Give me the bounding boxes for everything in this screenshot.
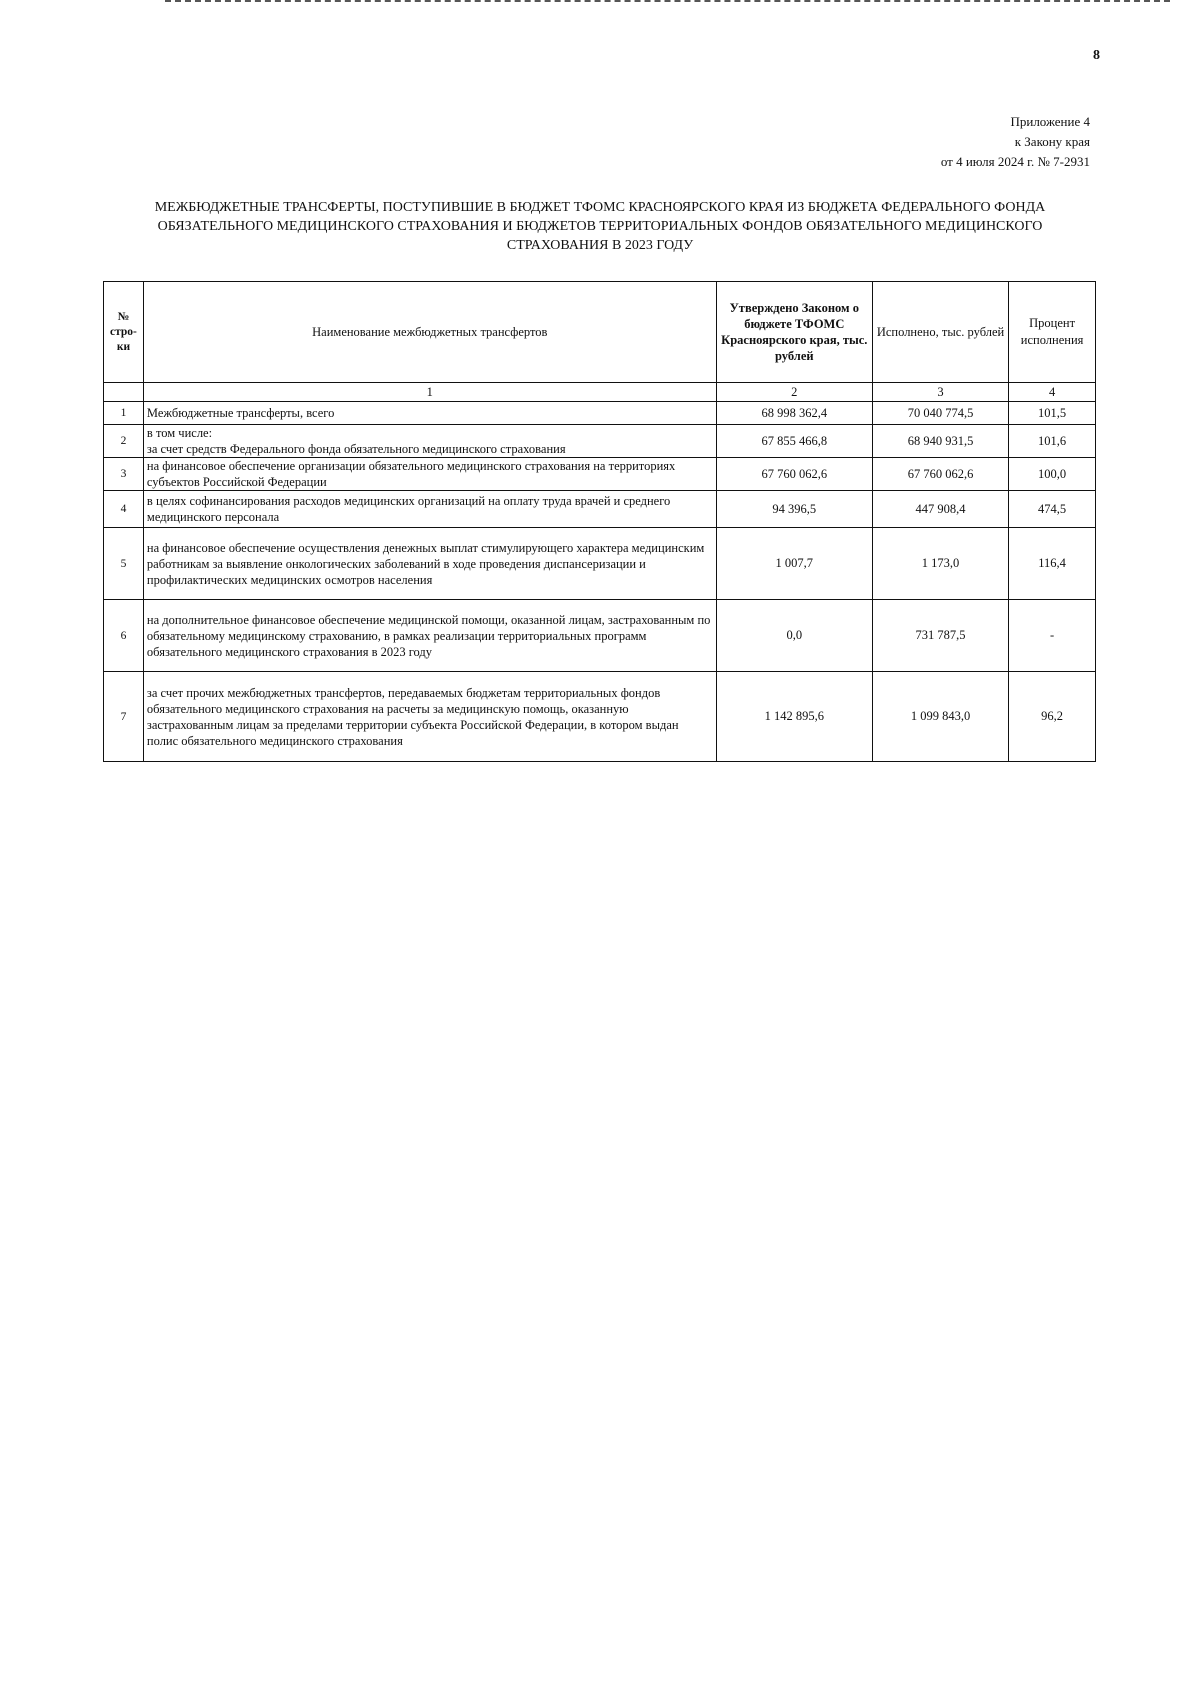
table-row	[104, 491, 1096, 528]
page-number: 8	[1093, 48, 1100, 63]
header-percent: Процент исполнения	[1009, 282, 1096, 383]
row-executed: 731 787,5	[872, 600, 1008, 672]
column-index-row	[104, 383, 1096, 402]
table-row	[104, 672, 1096, 762]
scan-top-border	[165, 0, 1170, 4]
row-name: Межбюджетные трансферты, всего	[143, 402, 716, 425]
row-number: 5	[104, 528, 144, 600]
row-executed: 1 099 843,0	[872, 672, 1008, 762]
header-approved: Утверждено Законом о бюджете ТФОМС Красноярского края, тыс. рублей	[716, 282, 872, 383]
row-percent: -	[1009, 600, 1096, 672]
header-executed: Исполнено, тыс. рублей	[872, 282, 1008, 383]
row-name: на дополнительное финансовое обеспечение медицинской помощи, оказанной лицам, застрахованным по обязательному медицинскому страхованию, в рамках реализации территориальных программ обязательного медицинского страхования в 2023 году	[143, 600, 716, 672]
row-percent: 474,5	[1009, 491, 1096, 528]
row-name: на финансовое обеспечение осуществления денежных выплат стимулирующего характера медицинским работникам за выявление онкологических заболеваний в ходе проведения диспансеризации и профилактических медицинских осмотров населения	[143, 528, 716, 600]
row-number: 2	[104, 425, 144, 458]
appendix-line: Приложение 4	[1010, 114, 1090, 129]
row-percent: 101,5	[1009, 402, 1096, 425]
row-name: в целях софинансирования расходов медицинских организаций на оплату труда врачей и среднего медицинского персонала	[143, 491, 716, 528]
column-index: 4	[1009, 383, 1096, 402]
column-index: 2	[716, 383, 872, 402]
row-approved: 1 007,7	[716, 528, 872, 600]
transfers-table	[103, 281, 1096, 762]
row-number: 3	[104, 458, 144, 491]
row-number: 6	[104, 600, 144, 672]
row-name: на финансовое обеспечение организации обязательного медицинского страхования на территориях субъектов Российской Федерации	[143, 458, 716, 491]
column-index-empty	[104, 383, 144, 402]
row-percent: 100,0	[1009, 458, 1096, 491]
document-title: МЕЖБЮДЖЕТНЫЕ ТРАНСФЕРТЫ, ПОСТУПИВШИЕ В БЮДЖЕТ ТФОМС КРАСНОЯРСКОГО КРАЯ ИЗ БЮДЖЕТА ФЕДЕРАЛЬНОГО ФОНДА ОБЯЗАТЕЛЬНОГО МЕДИЦИНСКОГО СТРАХОВАНИЯ И БЮДЖЕТОВ ТЕРРИТОРИАЛЬНЫХ ФОНДОВ ОБЯЗАТЕЛЬНОГО МЕДИЦИНСКОГО СТРАХОВАНИЯ В 2023 ГОДУ	[154, 200, 1046, 253]
appendix-line: к Закону края	[1014, 134, 1090, 149]
row-executed: 1 173,0	[872, 528, 1008, 600]
row-name-prefix: в том числе:	[146, 426, 213, 440]
row-executed: 70 040 774,5	[872, 402, 1008, 425]
row-executed: 67 760 062,6	[872, 458, 1008, 491]
row-approved: 67 760 062,6	[716, 458, 872, 491]
table-row	[104, 458, 1096, 491]
row-name: за счет прочих межбюджетных трансфертов, передаваемых бюджетам территориальных фондов обязательного медицинского страхования на расчеты за медицинскую помощь, оказанную застрахованным лицам за пределами территории субъекта Российской Федерации, в котором выдан полис обязательного медицинского страхования	[143, 672, 716, 762]
row-name-text: за счет средств Федерального фонда обязательного медицинского страхования	[146, 442, 566, 456]
row-approved: 68 998 362,4	[716, 402, 872, 425]
row-approved: 94 396,5	[716, 491, 872, 528]
table-header-row	[104, 282, 1096, 383]
table-row	[104, 402, 1096, 425]
row-percent: 101,6	[1009, 425, 1096, 458]
header-name: Наименование межбюджетных трансфертов	[143, 282, 716, 383]
table-row	[104, 600, 1096, 672]
row-approved: 67 855 466,8	[716, 425, 872, 458]
row-number: 1	[104, 402, 144, 425]
column-index: 1	[143, 383, 716, 402]
table-row	[104, 528, 1096, 600]
table-row	[104, 425, 1096, 458]
appendix-line: от 4 июля 2024 г. № 7-2931	[940, 154, 1090, 169]
column-index: 3	[872, 383, 1008, 402]
row-number: 7	[104, 672, 144, 762]
row-approved: 1 142 895,6	[716, 672, 872, 762]
row-executed: 447 908,4	[872, 491, 1008, 528]
row-percent: 116,4	[1009, 528, 1096, 600]
appendix-reference	[941, 112, 1090, 172]
row-name	[143, 425, 716, 458]
row-percent: 96,2	[1009, 672, 1096, 762]
header-row-number: № стро-ки	[104, 282, 144, 383]
row-approved: 0,0	[716, 600, 872, 672]
row-number: 4	[104, 491, 144, 528]
row-executed: 68 940 931,5	[872, 425, 1008, 458]
